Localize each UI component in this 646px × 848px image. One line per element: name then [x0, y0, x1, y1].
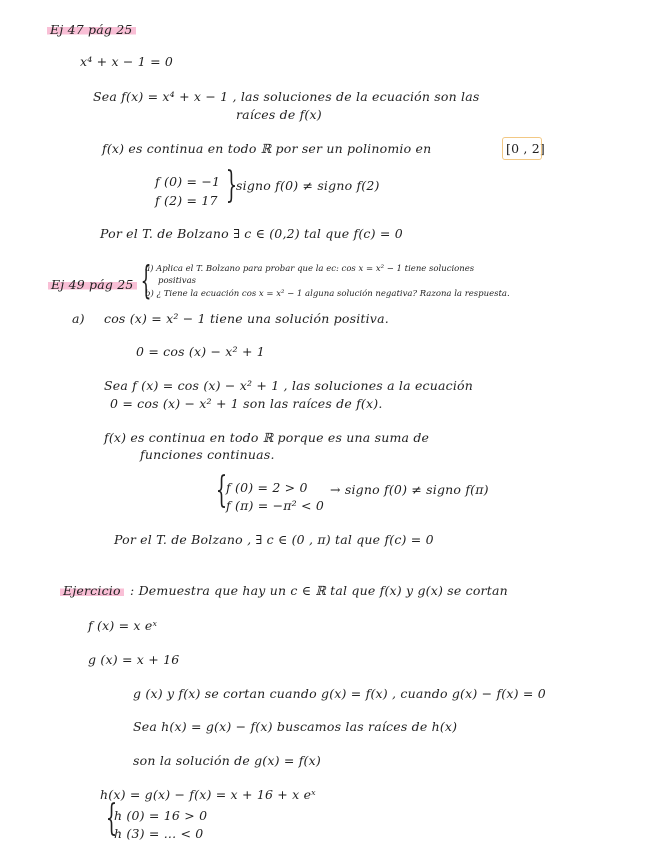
ej47-bolzano: Por el T. de Bolzano ∃ c ∈ (0,2) tal que f(c) = 0 [100, 226, 403, 241]
ejercicio-h3: h (3) = ... < 0 [114, 826, 204, 841]
ej47-sea-line1: Sea f(x) = x⁴ + x − 1 , las soluciones de la ecuación son las [93, 89, 480, 104]
ej47-equation: x⁴ + x − 1 = 0 [80, 54, 174, 69]
ej47-interval: [0 , 2] [506, 141, 545, 156]
ejercicio-line1: g (x) y f(x) se cortan cuando g(x) = f(x) , cuando g(x) − f(x) = 0 [133, 686, 546, 701]
ej47-f0: f (0) = −1 [155, 174, 221, 189]
ejercicio-f-def: f (x) = x eˣ [88, 618, 158, 633]
ej49-continuity2: funciones continuas. [140, 447, 275, 462]
ejercicio-title: Ejercicio [60, 585, 124, 598]
ej49-continuity1: f(x) es continua en todo ℝ porque es una suma de [104, 430, 430, 445]
ej47-signo: signo f(0) ≠ signo f(2) [236, 178, 380, 193]
ej49-question-b: b) ¿ Tiene la ecuación cos x = x² − 1 alguna solución negativa? Razona la respuesta. [145, 289, 510, 299]
ej49-question-a2: positivas [158, 276, 197, 286]
ej49-title: Ej 49 pág 25 [48, 279, 137, 292]
left-brace-icon: { [140, 258, 152, 302]
ej47-f2: f (2) = 17 [155, 193, 218, 208]
ej49-sea-line1: Sea f (x) = cos (x) − x² + 1 , las soluciones a la ecuación [104, 378, 474, 393]
ej49-bolzano: Por el T. de Bolzano , ∃ c ∈ (0 , π) tal que f(c) = 0 [114, 532, 434, 547]
right-brace-icon: } [225, 165, 238, 206]
ej47-sea-line2: raíces de f(x) [236, 107, 322, 122]
ej49-fpi: f (π) = −π² < 0 [226, 498, 325, 513]
ejercicio-line3: son la solución de g(x) = f(x) [133, 753, 321, 768]
ejercicio-statement: : Demuestra que hay un c ∈ ℝ tal que f(x) y g(x) se cortan [130, 583, 508, 598]
left-brace-icon: { [215, 470, 228, 511]
ej47-continuity: f(x) es continua en todo ℝ por ser un polinomio en [102, 141, 432, 156]
ejercicio-g-def: g (x) = x + 16 [88, 652, 180, 667]
ejercicio-h-def: h(x) = g(x) − f(x) = x + 16 + x eˣ [100, 787, 316, 802]
ej49-signo: → signo f(0) ≠ signo f(π) [330, 482, 489, 497]
ej49-f0: f (0) = 2 > 0 [226, 480, 308, 495]
ej47-title: Ej 47 pág 25 [47, 24, 136, 37]
ej49-a-statement: cos (x) = x² − 1 tiene una solución positiva. [104, 311, 389, 326]
left-brace-icon: { [105, 798, 118, 839]
ej49-eq0: 0 = cos (x) − x² + 1 [136, 344, 265, 359]
ejercicio-line2: Sea h(x) = g(x) − f(x) buscamos las raíces de h(x) [133, 719, 458, 734]
ej49-a-label: a) [72, 311, 85, 326]
interval-highlight [502, 137, 542, 160]
ej49-question-a1: a) Aplica el T. Bolzano para probar que la ec: cos x = x² − 1 tiene soluciones [145, 264, 475, 274]
ejercicio-h0: h (0) = 16 > 0 [114, 808, 208, 823]
ej49-sea-line2: 0 = cos (x) − x² + 1 son las raíces de f(x). [110, 396, 383, 411]
